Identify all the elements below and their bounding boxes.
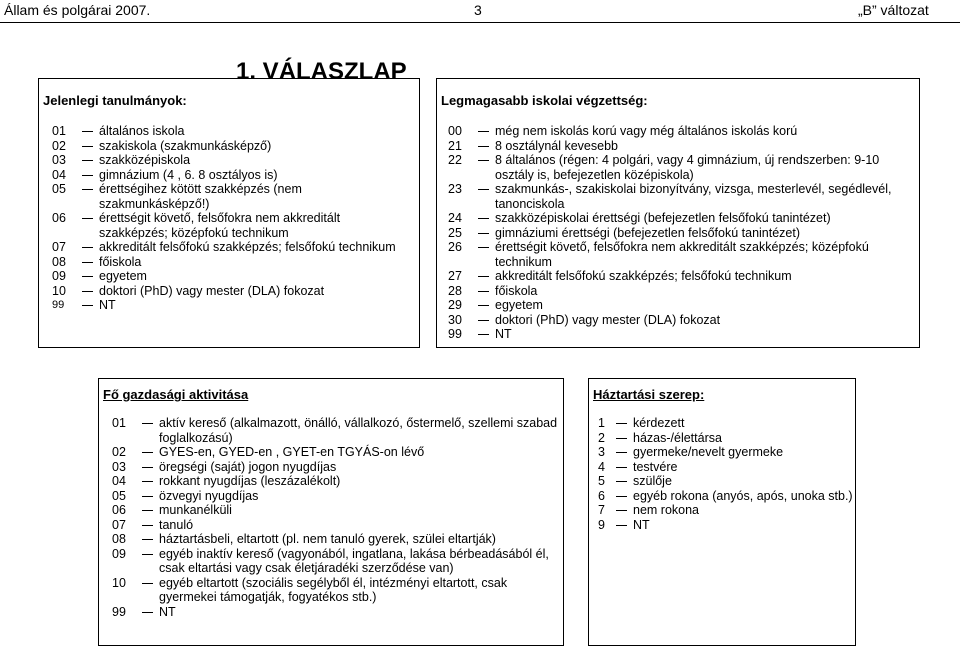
item-code: 5 (598, 474, 605, 488)
item-code: 26 (448, 240, 462, 254)
item-label: főiskola (495, 283, 538, 298)
item-label: NT (495, 327, 512, 341)
list-item (448, 269, 916, 284)
dash-mark (478, 313, 495, 328)
item-code: 21 (448, 138, 462, 153)
item-code: 2 (598, 430, 605, 445)
item-code: 05 (112, 488, 126, 503)
list-item (52, 284, 412, 299)
list-item (52, 298, 412, 313)
list-item (52, 240, 412, 255)
item-code: 29 (448, 298, 462, 312)
dash-mark (478, 284, 495, 299)
item-code: 24 (448, 211, 462, 225)
item-label: doktori (PhD) vagy mester (DLA) fokozat (495, 312, 721, 327)
item-label: NT (159, 604, 176, 619)
dash-mark (82, 240, 99, 255)
list-item (112, 445, 562, 460)
item-code: 04 (52, 167, 66, 182)
economic-activity-list (112, 416, 562, 619)
list-item (52, 124, 412, 139)
dash-mark (616, 518, 633, 533)
item-label: érettségit követő, felsőfokra nem akkreditált szakképzés; középfokú technikum (495, 240, 869, 269)
page-number: 3 (474, 2, 482, 18)
dash-mark (142, 547, 159, 576)
list-item (112, 576, 562, 605)
item-label: egyéb eltartott (szociális segélyből él, intézményi eltartott, csak gyermekei támogatják, fogyatékos stb.) (159, 575, 508, 604)
item-code: 08 (52, 254, 66, 269)
list-item (112, 416, 562, 445)
dash-mark (142, 460, 159, 475)
dash-mark (82, 168, 99, 183)
dash-mark (616, 489, 633, 504)
dash-mark (82, 211, 99, 240)
list-item (448, 226, 916, 241)
item-label: szülője (633, 474, 672, 488)
page-title: 1. VÁLASZLAP (236, 58, 407, 85)
item-label: gimnázium (4 , 6. 8 osztályos is) (99, 167, 278, 182)
list-item (52, 211, 412, 240)
list-item (112, 489, 562, 504)
household-role-title: Háztartási szerep: (593, 387, 705, 402)
item-code: 4 (598, 459, 605, 474)
item-code: 28 (448, 283, 462, 298)
item-label: 8 osztálynál kevesebb (495, 138, 618, 153)
item-code: 06 (52, 211, 66, 225)
header-left: Állam és polgárai 2007. (4, 2, 151, 18)
list-item (448, 139, 916, 154)
item-code: 7 (598, 503, 605, 517)
list-item (52, 139, 412, 154)
item-code: 23 (448, 182, 462, 196)
list-item (448, 284, 916, 299)
dash-mark (142, 532, 159, 547)
list-item (448, 124, 916, 139)
list-item (448, 313, 916, 328)
current-studies-title: Jelenlegi tanulmányok: (43, 93, 187, 108)
dash-mark (82, 269, 99, 284)
dash-mark (142, 489, 159, 504)
item-label: egyéb rokona (anyós, após, unoka stb.) (633, 488, 853, 503)
item-code: 10 (52, 283, 66, 298)
item-code: 05 (52, 182, 66, 196)
household-role-list (598, 416, 853, 532)
highest-education-title: Legmagasabb iskolai végzettség: (441, 93, 648, 108)
item-label: egyéb inaktív kereső (vagyonából, ingatlana, lakása bérbeadásából él, csak eltartási vagy csak életjáradéki szerződése van) (159, 546, 549, 575)
list-item (448, 327, 916, 342)
item-label: doktori (PhD) vagy mester (DLA) fokozat (99, 283, 325, 298)
dash-mark (478, 327, 495, 342)
dash-mark (616, 503, 633, 518)
household-role-box (588, 378, 856, 646)
list-item (448, 182, 916, 211)
item-code: 99 (448, 327, 462, 341)
economic-activity-box (98, 378, 564, 646)
dash-mark (616, 416, 633, 431)
item-label: szakközépiskola (99, 153, 191, 167)
list-item (598, 474, 853, 489)
item-label: 8 általános (régen: 4 polgári, vagy 4 gimnázium, új rendszerben: 9-10 osztály is, befejezetlen középiskola) (495, 153, 880, 182)
header-rule (0, 22, 960, 23)
current-studies-box (38, 78, 420, 348)
dash-mark (142, 474, 159, 489)
list-item (112, 460, 562, 475)
item-label: gimnáziumi érettségi (befejezetlen felsőfokú tanintézet) (495, 225, 801, 240)
item-code: 09 (112, 546, 126, 561)
list-item (52, 168, 412, 183)
item-label: munkanélküli (159, 503, 232, 517)
list-item (448, 240, 916, 269)
item-code: 10 (112, 575, 126, 590)
item-label: általános iskola (99, 124, 185, 138)
item-code: 1 (598, 416, 605, 430)
item-label: tanuló (159, 517, 194, 532)
item-label: gyermeke/nevelt gyermeke (633, 445, 784, 459)
dash-mark (82, 182, 99, 211)
list-item (52, 182, 412, 211)
item-label: akkreditált felsőfokú szakképzés; felsőfokú technikum (495, 269, 792, 283)
highest-education-list (448, 124, 916, 342)
list-item (598, 503, 853, 518)
item-label: akkreditált felsőfokú szakképzés; felsőfokú technikum (99, 240, 396, 254)
item-label: érettségihez kötött szakképzés (nem szakmunkásképző!) (99, 182, 302, 211)
item-label: NT (99, 298, 116, 312)
item-code: 27 (448, 269, 462, 283)
dash-mark (142, 416, 159, 445)
item-code: 22 (448, 153, 462, 167)
dash-mark (142, 518, 159, 533)
list-item (112, 547, 562, 576)
dash-mark (82, 153, 99, 168)
list-item (598, 416, 853, 431)
list-item (598, 431, 853, 446)
economic-activity-title: Fő gazdasági aktivitása (103, 387, 249, 402)
dash-mark (478, 269, 495, 284)
dash-mark (616, 431, 633, 446)
dash-mark (82, 298, 99, 313)
item-code: 02 (52, 138, 66, 153)
item-code: 06 (112, 503, 126, 517)
dash-mark (142, 503, 159, 518)
current-studies-list (52, 124, 412, 313)
item-code: 00 (448, 124, 462, 138)
item-label: szakiskola (szakmunkásképző) (99, 138, 272, 153)
item-code: 07 (112, 517, 126, 532)
item-code: 03 (52, 153, 66, 167)
dash-mark (82, 284, 99, 299)
item-label: kérdezett (633, 416, 685, 430)
dash-mark (478, 139, 495, 154)
item-label: testvére (633, 459, 678, 474)
list-item (112, 532, 562, 547)
highest-education-box (436, 78, 920, 348)
list-item (598, 445, 853, 460)
item-code: 09 (52, 269, 66, 283)
dash-mark (478, 124, 495, 139)
item-code: 07 (52, 240, 66, 254)
list-item (112, 503, 562, 518)
list-item (598, 518, 853, 533)
item-label: szakmunkás-, szakiskolai bizonyítvány, vizsga, mesterlevél, segédlevél, tanonciskola (495, 182, 892, 211)
list-item (112, 474, 562, 489)
item-code: 99 (52, 299, 65, 311)
dash-mark (616, 445, 633, 460)
dash-mark (82, 124, 99, 139)
list-item (112, 518, 562, 533)
list-item (52, 153, 412, 168)
item-code: 30 (448, 312, 462, 327)
item-code: 04 (112, 474, 126, 488)
item-label: szakközépiskolai érettségi (befejezetlen felsőfokú tanintézet) (495, 211, 831, 225)
item-code: 08 (112, 532, 126, 546)
item-code: 9 (598, 517, 605, 532)
item-code: 6 (598, 488, 605, 503)
item-label: egyetem (495, 298, 543, 312)
dash-mark (142, 605, 159, 620)
dash-mark (478, 182, 495, 211)
item-code: 99 (112, 604, 126, 619)
item-code: 01 (52, 124, 66, 138)
dash-mark (478, 298, 495, 313)
item-code: 01 (112, 416, 126, 430)
list-item (112, 605, 562, 620)
list-item (52, 269, 412, 284)
list-item (448, 298, 916, 313)
dash-mark (478, 240, 495, 269)
item-label: házas-/élettársa (633, 430, 722, 445)
item-label: NT (633, 517, 650, 532)
dash-mark (478, 153, 495, 182)
item-label: nem rokona (633, 503, 700, 517)
dash-mark (82, 139, 99, 154)
item-label: aktív kereső (alkalmazott, önálló, vállalkozó, őstermelő, szellemi szabad foglalkozású) (159, 416, 558, 445)
dash-mark (616, 460, 633, 475)
list-item (52, 255, 412, 270)
dash-mark (478, 211, 495, 226)
dash-mark (142, 445, 159, 460)
item-code: 25 (448, 225, 462, 240)
list-item (448, 153, 916, 182)
list-item (448, 211, 916, 226)
dash-mark (142, 576, 159, 605)
item-label: özvegyi nyugdíjas (159, 488, 259, 503)
item-code: 03 (112, 459, 126, 474)
item-code: 3 (598, 445, 605, 459)
item-code: 02 (112, 445, 126, 459)
list-item (598, 489, 853, 504)
dash-mark (82, 255, 99, 270)
item-label: GYES-en, GYED-en , GYET-en TGYÁS-on lévő (159, 445, 425, 459)
dash-mark (478, 226, 495, 241)
item-label: még nem iskolás korú vagy még általános iskolás korú (495, 124, 798, 138)
item-label: öregségi (saját) jogon nyugdíjas (159, 459, 337, 474)
item-label: háztartásbeli, eltartott (pl. nem tanuló gyerek, szülei eltartják) (159, 532, 496, 546)
item-label: egyetem (99, 269, 147, 283)
item-label: érettségit követő, felsőfokra nem akkreditált szakképzés; középfokú technikum (99, 211, 341, 240)
header-right: „B” változat (858, 2, 929, 18)
item-label: főiskola (99, 254, 142, 269)
dash-mark (616, 474, 633, 489)
list-item (598, 460, 853, 475)
item-label: rokkant nyugdíjas (leszázalékolt) (159, 474, 341, 488)
